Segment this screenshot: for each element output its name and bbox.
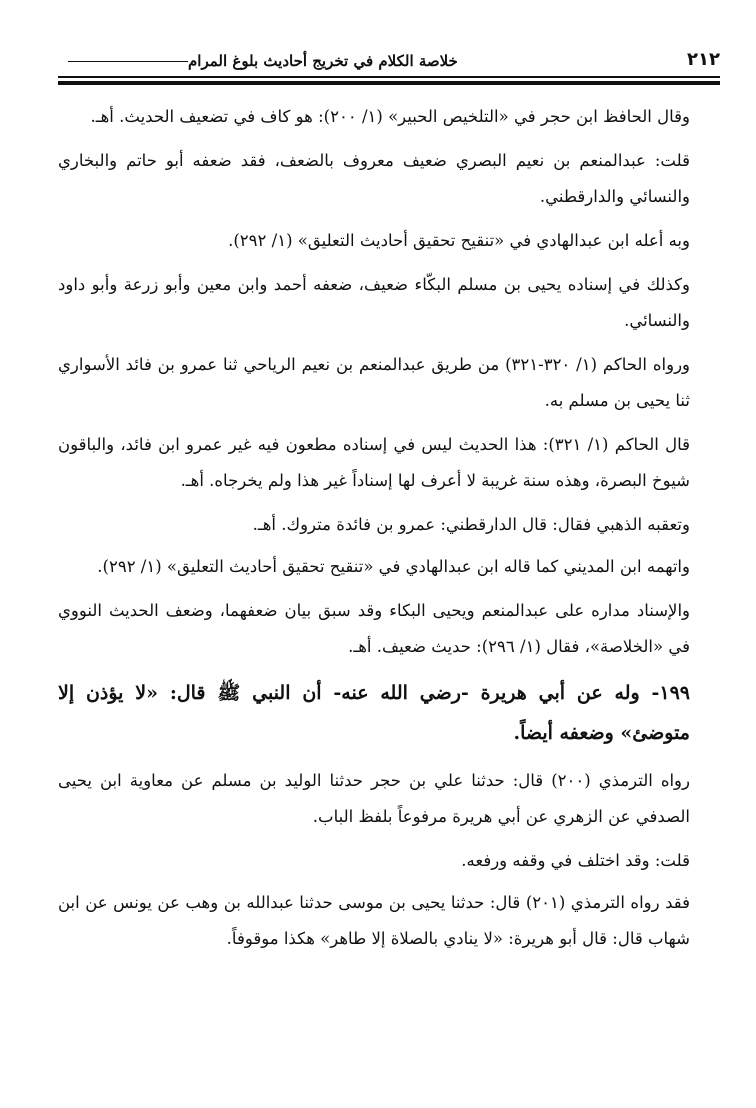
paragraph: قلت: وقد اختلف في وقفه ورفعه.: [461, 851, 690, 870]
paragraph: وتعقبه الذهبي فقال: قال الدارقطني: عمرو بن فائدة متروك. أهـ.: [252, 515, 690, 534]
paragraph: قلت: عبدالمنعم بن نعيم البصري ضعيف معروف بالضعف، فقد ضعفه أبو حاتم والبخاري والنسائي والدارقطني.: [58, 151, 690, 206]
paragraph: وكذلك في إسناده يحيى بن مسلم البكّاء ضعيف، ضعفه أحمد وابن معين وأبو زرعة وأبو داود والنسائي.: [58, 275, 690, 330]
title-dash: [68, 61, 188, 62]
paragraph: وقال الحافظ ابن حجر في «التلخيص الحبير» (١/ ٢٠٠): هو كاف في تضعيف الحديث. أهـ.: [90, 107, 690, 126]
page-content: [58, 99, 720, 957]
paragraph: وبه أعله ابن عبدالهادي في «تنقيح تحقيق أحاديث التعليق» (١/ ٢٩٢).: [228, 231, 690, 250]
paragraph: واتهمه ابن المديني كما قاله ابن عبدالهادي في «تنقيح تحقيق أحاديث التعليق» (١/ ٢٩٢).: [97, 557, 690, 576]
running-title-text: خلاصة الكلام في تخريج أحاديث بلوغ المرام: [188, 52, 458, 70]
page-header: [58, 40, 720, 74]
running-title: [58, 52, 458, 74]
paragraph: ورواه الحاكم (١/ ٣٢٠-٣٢١) من طريق عبدالمنعم بن نعيم الرياحي ثنا عمرو بن فائد الأسواري ثنا يحيى بن مسلم به.: [58, 355, 690, 410]
paragraph: فقد رواه الترمذي (٢٠١) قال: حدثنا يحيى بن موسى حدثنا عبدالله بن وهب عن يونس عن ابن شهاب قال: قال أبو هريرة: «لا ينادي بالصلاة إلا طاهر» هكذا موقوفاً.: [58, 893, 690, 948]
book-page: [58, 40, 720, 1080]
paragraph: والإسناد مداره على عبدالمنعم ويحيى البكاء وقد سبق بيان ضعفهما، وضعف الحديث النووي في «الخلاصة»، فقال (١/ ٢٩٦): حديث ضعيف. أهـ.: [58, 601, 690, 656]
hadith-text: ١٩٩- وله عن أبي هريرة -رضي الله عنه- أن النبي ﷺ قال: «لا يؤذن إلا متوضئ» وضعفه أيضاً.: [58, 682, 690, 744]
page-number: ٢١٢: [687, 49, 720, 70]
header-rule-thin: [58, 76, 720, 78]
paragraph: رواه الترمذي (٢٠٠) قال: حدثنا علي بن حجر حدثنا الوليد بن مسلم عن معاوية ابن يحيى الصدفي عن الزهري عن أبي هريرة مرفوعاً بلفظ الباب.: [58, 771, 690, 826]
header-rule-thick: [58, 81, 720, 85]
paragraph: قال الحاكم (١/ ٣٢١): هذا الحديث ليس في إسناده مطعون فيه غير عمرو ابن فائد، والباقون شيوخ البصرة، وهذه سنة غريبة لا أعرف لها إسناداً غير هذا ولم يخرجاه. أهـ.: [58, 435, 690, 490]
